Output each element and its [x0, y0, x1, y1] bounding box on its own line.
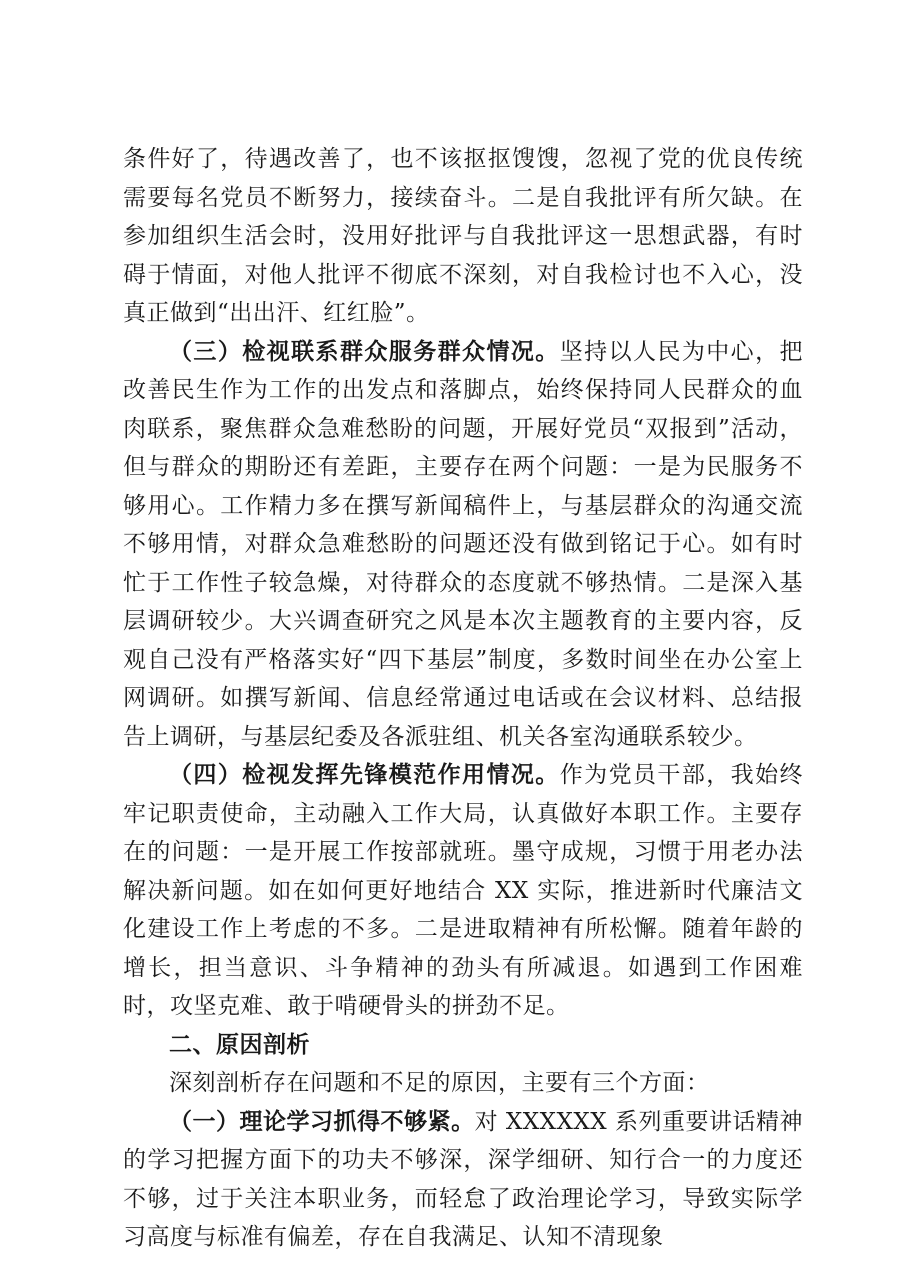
paragraph-text: 对 XXXXXX 系列重要讲话精神的学习把握方面下的功夫不够深，深学细研、知行合一的力度还不够，过于关注本职业务，而轻怠了政治理论学习，导致实际学习高度与标准有偏差，存在自我满足、认知不清现象 — [123, 1108, 803, 1250]
intro-paragraph: 深刻剖析存在问题和不足的原因，主要有三个方面： — [169, 1070, 710, 1096]
paragraph-text: 条件好了，待遇改善了，也不该抠抠馊馊，忽视了党的优良传统需要每名党员不断努力，接续奋斗。二是自我批评有所欠缺。在参加组织生活会时，没用好批评与自我批评这一思想武器，有时碍于情面，对他人批评不彻底不深刻，对自我检讨也不入心，没真正做到“出出汗、红红脸”。 — [123, 146, 803, 326]
section-heading: 二、原因剖析 — [169, 1031, 310, 1058]
paragraph-text: 坚持以人民为中心，把改善民生作为工作的出发点和落脚点，始终保持同人民群众的血肉联系，聚焦群众急难愁盼的问题，开展好党员“双报到”活动，但与群众的期盼还有差距，主要存在两个问题：一是为民服务不够用心。工作精力多在撰写新闻稿件上，与基层群众的沟通交流不够用情，对群众急难愁盼的问题还没有做到铭记于心。如有时忙于工作性子较急燥，对待群众的态度就不够热情。二是深入基层调研较少。大兴调查研究之风是本次主题教育的主要内容，反观自己没有严格落实好“四下基层”制度，多数时间坐在办公室上网调研。如撰写新闻、信息经常通过电话或在会议材料、总结报告上调研，与基层纪委及各派驻组、机关各室沟通联系较少。 — [123, 338, 804, 750]
subheading-3: （三）检视联系群众服务群众情况。 — [169, 337, 560, 365]
paragraph-continued — [123, 140, 803, 333]
paragraph-section-4 — [123, 756, 803, 1026]
paragraph-section-3 — [123, 333, 803, 757]
subheading-4: （四）检视发挥先锋模范作用情况。 — [169, 761, 560, 788]
paragraph-cause-1 — [123, 1103, 803, 1257]
paragraph-text: 作为党员干部，我始终牢记职责使命，主动融入工作大局，认真做好本职工作。主要存在的问题：一是开展工作按部就班。墨守成规，习惯于用老办法解决新问题。如在如何更好地结合 XX 实际，推进新时代廉洁文化建设工作上考虑的不多。二是进取精神有所松懈。随着年龄的增长，担当意识、斗争精神的劲头有所减退。如遇到工作困难时，攻坚克难、敢于啃硬骨头的拼劲不足。 — [123, 762, 804, 1019]
document-body — [123, 140, 803, 1257]
subheading-cause-1: （一）理论学习抓得不够紧。 — [169, 1107, 475, 1135]
